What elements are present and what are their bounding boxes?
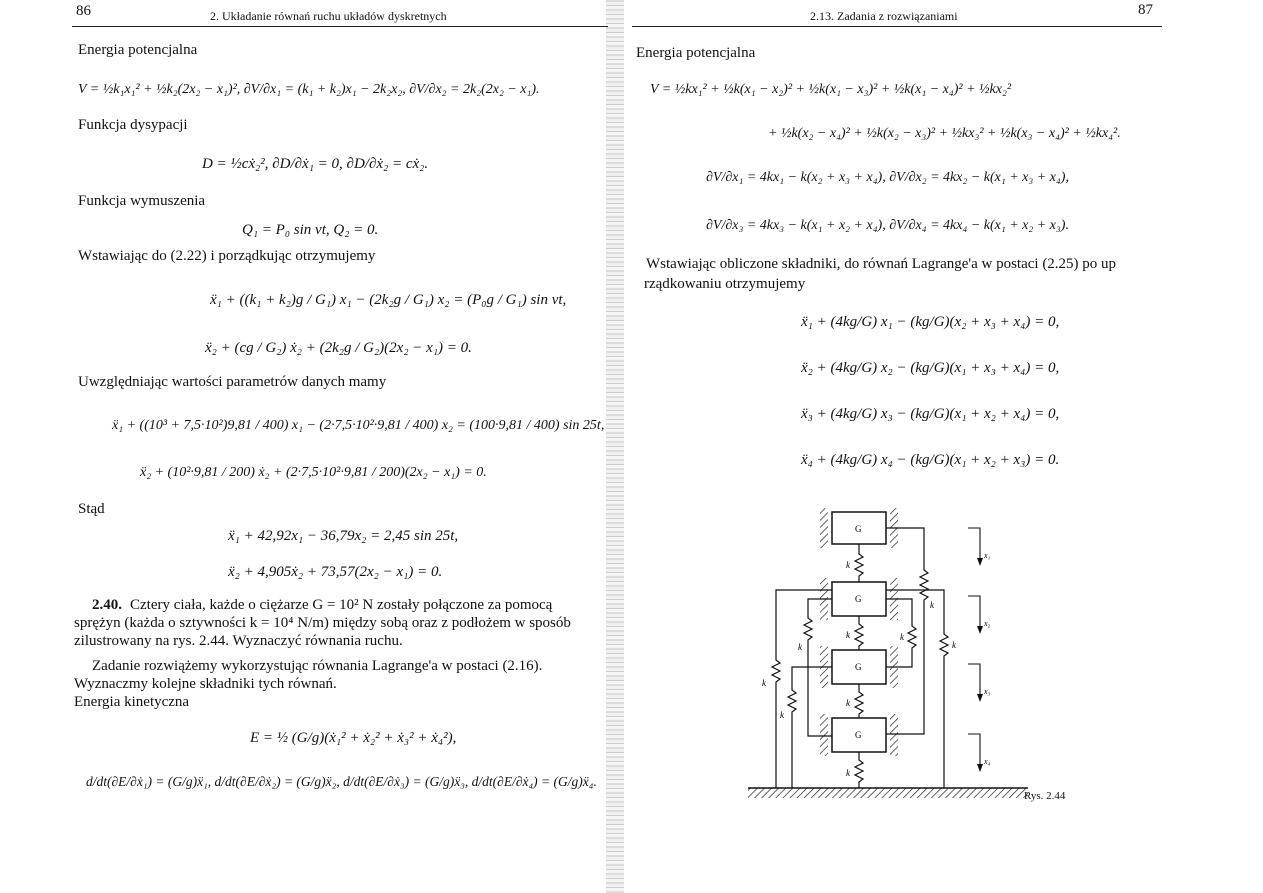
equation: D = ½cẋ₂², ∂D/∂ẋ₁ = 0, ∂D/∂ẋ₂ = cẋ₂. xyxy=(202,156,429,172)
text-line: Zadanie rozwiążemy wykorzystując równania Lagrange'a w postaci (2.16). xyxy=(92,658,543,674)
coordinate-arrow xyxy=(968,664,980,698)
spring xyxy=(855,752,863,788)
equation: ẍ₁ + ((10³ + 7,5·10²)9,81 / 400) x₁ − (2·7,5·10²·9,81 / 400) x₂ = (100·9,81 / 400) sin 25t, xyxy=(112,418,605,433)
spring-label: k xyxy=(900,632,904,642)
ground-hatch xyxy=(748,788,1028,798)
equation: ẍ₁ + (4kg/G) x₁ − (kg/G)(x₂ + x₃ + x₄) = 0, xyxy=(801,314,1060,330)
text-line: Wstawiając obliczone składniki, do równań Lagrange'a w postaci (2.25) po up xyxy=(646,256,1117,272)
text-line: Wstawiając do (2.22) i porządkując otrzymujemy xyxy=(78,248,376,264)
equation: ẍ₁ + 42,92x₁ − 36,79x₂ = 2,45 sin 25t, xyxy=(228,528,459,544)
problem-text: zilustrowany na rys. 2.44. Wyznaczyć równania ruchu. xyxy=(74,633,403,649)
spring-label: k xyxy=(846,698,850,708)
equation: ẍ₃ + (4kg/G) x₃ − (kg/G)(x₁ + x₂ + x₄) = 0, xyxy=(801,406,1060,422)
spring xyxy=(855,684,863,718)
equation: ∂V/∂x₁ = 4kx₁ − k(x₂ + x₃ + x₄), ∂V/∂x₂ = 4kx₂ − k(x₁ + x₃ + x₄), xyxy=(706,170,1069,185)
page-number: 86 xyxy=(76,3,91,19)
coordinate-label: x₄ xyxy=(984,757,991,766)
coordinate-label: x₂ xyxy=(984,619,991,628)
equation: ẍ₄ + (4kg/G) x₄ − (kg/G)(x₁ + x₂ + x₃) = 0. xyxy=(801,452,1060,468)
spring xyxy=(855,544,863,582)
spring-label: k xyxy=(780,710,784,720)
page-number: 87 xyxy=(1138,2,1153,18)
spring xyxy=(855,616,863,650)
text-line: Funkcja wymuszenia xyxy=(78,193,206,209)
equation: ẍ₂ + (cg / G₂) ẋ₂ + (2k₂g / G₂)(2x₂ − x₁) = 0. xyxy=(205,340,472,356)
guide-wall xyxy=(820,508,828,548)
problem-text: sprężyn (każda o sztywności k = 10⁴ N/m) między sobą oraz z podłożem w sposób xyxy=(74,615,571,631)
header-rule xyxy=(72,26,608,27)
spring-label: k xyxy=(846,630,850,640)
text-line: Uwzględniając wartości parametrów danych mamy xyxy=(78,374,387,390)
spring-label: k xyxy=(798,642,802,652)
mass-label: G xyxy=(855,524,862,534)
equation: ẍ₂ + 4,905ẋ₂ + 73,57(2x₂ − x₁) = 0. xyxy=(228,564,443,580)
spring-label: k xyxy=(846,560,850,570)
mass-label: G xyxy=(855,662,862,672)
guide-wall xyxy=(890,714,898,756)
equation: ẍ₂ + (4kg/G) x₂ − (kg/G)(x₁ + x₃ + x₄) = 0, xyxy=(801,360,1060,376)
coordinate-arrow xyxy=(968,734,980,768)
right-page xyxy=(618,0,1263,893)
running-head: 2.13. Zadania z rozwiązaniami xyxy=(810,9,958,23)
mass-label: G xyxy=(855,730,862,740)
problem-text: Cztery ciała, każde o ciężarze G = 10² N zostały połączone za pomocą xyxy=(130,597,553,613)
coordinate-arrow xyxy=(968,528,980,562)
coordinate-label: x₃ xyxy=(984,687,991,696)
problem-number: 2.40. xyxy=(92,597,122,613)
spring-label: k xyxy=(846,768,850,778)
equation: E = ½ (G/g)(ẋ₁² + ẋ₂² + ẋ₃² + ẋ₄²), xyxy=(250,730,457,746)
text-line: Wyznaczmy kolejne składniki tych równań. xyxy=(74,676,337,692)
equation: V = ½kx₁² + ½k(x₁ − x₂)² + ½k(x₁ − x₃)² + ½k(x₁ − x₄)² + ½kx₂² xyxy=(650,82,1012,97)
equation: ẍ₂ + (10²·9,81 / 200) ẋ₂ + (2·7,5·10²·9,81 / 200)(2x₂ − x₁) = 0. xyxy=(140,465,487,480)
coordinate-label: x₁ xyxy=(984,551,991,560)
text-line: Energia potencjalna xyxy=(636,45,756,61)
equation: ∂V/∂x₃ = 4kx₃ − k(x₁ + x₂ + x₄), ∂V/∂x₄ = 4kx₄ − k(x₁ + x₂ + x₃). xyxy=(706,218,1069,233)
equation: Q₁ = P₀ sin νt, Q₂ = 0. xyxy=(242,222,379,238)
spring-label: k xyxy=(952,640,956,650)
spring xyxy=(886,528,928,734)
text-line: Energia kinetyczna xyxy=(74,694,190,710)
header-rule xyxy=(632,26,1162,27)
text-line: Energia potencjalna xyxy=(78,42,198,58)
spring-label: k xyxy=(762,678,766,688)
text-line: Funkcja dysypacji xyxy=(78,117,188,133)
mass-label: G xyxy=(855,594,862,604)
left-page xyxy=(0,0,610,893)
equation: V = ½k₁x₁² + ½k₂(2x₂ − x₁)², ∂V/∂x₁ = (k₁ + k₂)x₁ − 2k₂x₂, ∂V/∂x₂ = 2k₂(2x₂ − x₁). xyxy=(78,82,540,97)
spring-label: k xyxy=(930,600,934,610)
text-line: Stąd xyxy=(78,501,105,517)
equation: ẍ₁ + ((k₁ + k₂)g / G₁) x₁ − (2k₂g / G₁) x₂ = (P₀g / G₁) sin νt, xyxy=(210,292,567,308)
equation: + ½k(x₂ − x₄)² + ½k(x₂ − x₃)² + ½kx₃² + ½k(x₃ − x₄)² + ½kx₄². xyxy=(768,126,1121,141)
spring-mass-figure xyxy=(748,500,1168,810)
guide-wall xyxy=(820,714,828,756)
figure-caption: Rys. 2.44 xyxy=(1024,790,1066,802)
running-head: 2. Układanie równań ruchu układów dyskretnych xyxy=(210,9,447,23)
coordinate-arrow xyxy=(968,596,980,630)
text-line: rządkowaniu otrzymujemy xyxy=(644,276,806,292)
equation: d/dt(∂E/∂ẋ₁) = (G/g)ẍ₁, d/dt(∂E/∂ẋ₂) = (G/g)ẍ₂, d/dt(∂E/∂ẋ₃) = (G/g)ẍ₃, d/dt(∂E/∂ẋ₄) = (G/g)ẍ₄. xyxy=(86,774,597,789)
